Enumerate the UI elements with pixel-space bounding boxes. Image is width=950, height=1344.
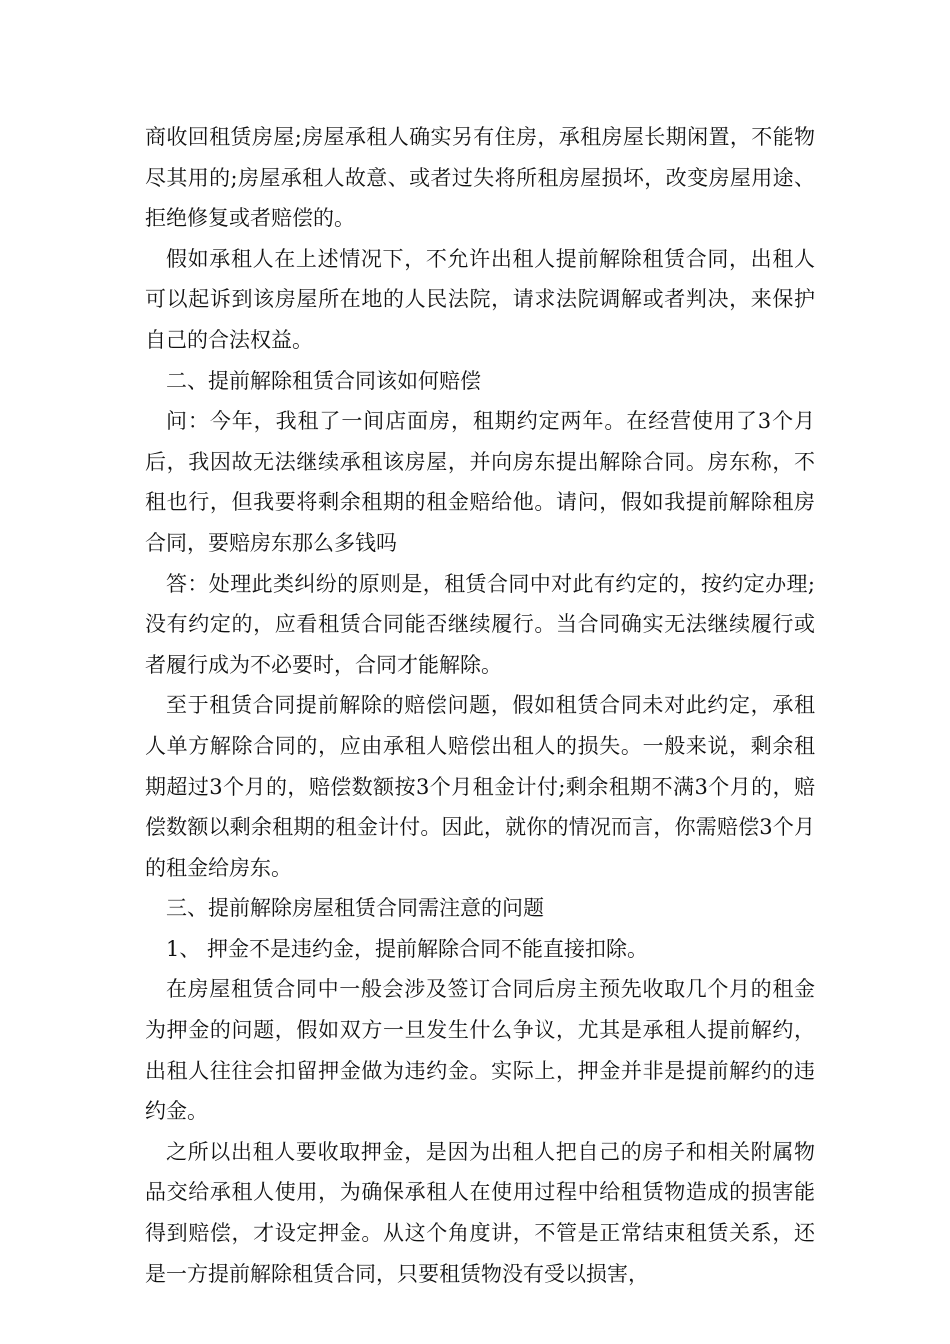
section-heading-3: 三、提前解除房屋租赁合同需注意的问题 [166,896,544,921]
paragraph-1: 商收回租赁房屋;房屋承租人确实另有住房，承租房屋长期闲置，不能物尽其用的;房屋承租人故意、或者过失将所租房屋损坏，改变房屋用途、拒绝修复或者赔偿的。 [145,125,815,231]
paragraph-deposit: 在房屋租赁合同中一般会涉及签订合同后房主预先收取几个月的租金为押金的问题，假如双方一旦发生什么争议，尤其是承租人提前解约，出租人往往会扣留押金做为违约金。实际上，押金并非是提前解约的违约金。 [145,977,815,1124]
paragraph-compensation: 至于租赁合同提前解除的赔偿问题，假如租赁合同未对此约定，承租人单方解除合同的，应由承租人赔偿出租人的损失。一般来说，剩余租期超过3个月的，赔偿数额按3个月租金计付;剩余租期不满3个月的，赔偿数额以剩余租期的租金计付。因此，就你的情况而言，你需赔偿3个月的租金给房东。 [145,693,815,880]
section-heading-2: 二、提前解除租赁合同该如何赔偿 [166,368,481,393]
list-item-1: 1、 押金不是违约金，提前解除合同不能直接扣除。 [166,936,649,961]
paragraph-deposit-reason: 之所以出租人要收取押金，是因为出租人把自己的房子和相关附属物品交给承租人使用，为确保承租人在使用过程中给租赁物造成的损害能得到赔偿，才设定押金。从这个角度讲，不管是正常结束租赁关系，还是一方提前解除租赁合同，只要租赁物没有受以损害， [145,1139,815,1286]
question-paragraph: 问：今年，我租了一间店面房，租期约定两年。在经营使用了3个月后，我因故无法继续承租该房屋，并向房东提出解除合同。房东称，不租也行，但我要将剩余租期的租金赔给他。请问，假如我提前解除租房合同，要赔房东那么多钱吗 [145,409,815,555]
answer-paragraph: 答：处理此类纠纷的原则是，租赁合同中对此有约定的，按约定办理;没有约定的，应看租赁合同能否继续履行。当合同确实无法继续履行或者履行成为不必要时，合同才能解除。 [145,571,815,677]
document-body [145,117,815,1294]
paragraph-2: 假如承租人在上述情况下，不允许出租人提前解除租赁合同，出租人可以起诉到该房屋所在地的人民法院，请求法院调解或者判决，来保护自己的合法权益。 [145,246,815,352]
